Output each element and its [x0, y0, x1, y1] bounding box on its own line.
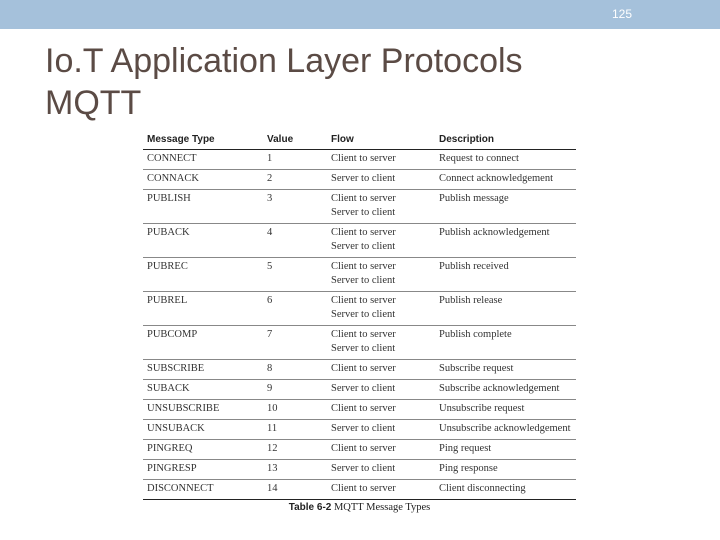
caption-text: MQTT Message Types: [333, 502, 431, 513]
table-row: [143, 258, 576, 292]
cell-value: 5: [259, 258, 327, 292]
flow-line: Server to client: [331, 173, 396, 184]
table-row: [143, 326, 576, 360]
cell-value: 6: [259, 292, 327, 326]
cell-message-type: PINGREQ: [143, 440, 259, 460]
flow-line: Client to server: [331, 483, 396, 494]
flow-line: Client to server: [331, 443, 396, 454]
cell-flow: [327, 420, 435, 440]
cell-description: Publish release: [435, 292, 576, 326]
flow-line: Server to client: [331, 383, 396, 394]
cell-message-type: PUBREC: [143, 258, 259, 292]
cell-message-type: SUBSCRIBE: [143, 360, 259, 380]
table-row: [143, 150, 576, 170]
flow-line: Server to client: [331, 463, 396, 474]
flow-line: Server to client: [331, 207, 396, 218]
flow-line: Client to server: [331, 193, 396, 204]
cell-description: Ping response: [435, 460, 576, 480]
table-row: [143, 292, 576, 326]
flow-line: Client to server: [331, 153, 396, 164]
cell-message-type: PUBACK: [143, 224, 259, 258]
mqtt-table-figure: [143, 129, 576, 513]
table-row: [143, 170, 576, 190]
cell-message-type: CONNACK: [143, 170, 259, 190]
cell-value: 12: [259, 440, 327, 460]
cell-description: Publish acknowledgement: [435, 224, 576, 258]
cell-value: 3: [259, 190, 327, 224]
cell-value: 14: [259, 480, 327, 500]
table-row: [143, 440, 576, 460]
slide-title-line1: Io.T Application Layer Protocols: [45, 42, 523, 80]
cell-message-type: PUBREL: [143, 292, 259, 326]
cell-flow: [327, 170, 435, 190]
cell-message-type: DISCONNECT: [143, 480, 259, 500]
flow-line: Client to server: [331, 295, 396, 306]
cell-value: 7: [259, 326, 327, 360]
cell-message-type: PUBLISH: [143, 190, 259, 224]
flow-line: Client to server: [331, 227, 396, 238]
cell-message-type: CONNECT: [143, 150, 259, 170]
header-value: Value: [259, 129, 327, 150]
cell-description: Request to connect: [435, 150, 576, 170]
cell-message-type: SUBACK: [143, 380, 259, 400]
flow-line: Server to client: [331, 343, 396, 354]
flow-line: Server to client: [331, 423, 396, 434]
cell-flow: [327, 480, 435, 500]
slide-title: [45, 40, 523, 124]
flow-line: Server to client: [331, 275, 396, 286]
cell-description: Client disconnecting: [435, 480, 576, 500]
table-row: [143, 460, 576, 480]
cell-description: Connect acknowledgement: [435, 170, 576, 190]
cell-value: 10: [259, 400, 327, 420]
table-header-row: [143, 129, 576, 150]
table-row: [143, 400, 576, 420]
cell-value: 8: [259, 360, 327, 380]
cell-message-type: PINGRESP: [143, 460, 259, 480]
page-number: 125: [611, 7, 632, 21]
table-row: [143, 360, 576, 380]
cell-message-type: UNSUBACK: [143, 420, 259, 440]
flow-line: Client to server: [331, 261, 396, 272]
cell-flow: [327, 292, 435, 326]
flow-line: Server to client: [331, 241, 396, 252]
table-row: [143, 224, 576, 258]
cell-flow: [327, 224, 435, 258]
header-message-type: Message Type: [143, 129, 259, 150]
cell-flow: [327, 326, 435, 360]
cell-message-type: UNSUBSCRIBE: [143, 400, 259, 420]
cell-message-type: PUBCOMP: [143, 326, 259, 360]
caption-label: Table 6-2: [288, 502, 332, 513]
cell-description: Unsubscribe request: [435, 400, 576, 420]
table-row: [143, 190, 576, 224]
cell-value: 1: [259, 150, 327, 170]
cell-value: 2: [259, 170, 327, 190]
table-row: [143, 480, 576, 500]
header-flow: Flow: [327, 129, 435, 150]
cell-description: Publish message: [435, 190, 576, 224]
table-row: [143, 420, 576, 440]
cell-description: Subscribe acknowledgement: [435, 380, 576, 400]
cell-flow: [327, 258, 435, 292]
cell-description: Publish received: [435, 258, 576, 292]
top-bar: [0, 0, 720, 29]
flow-line: Client to server: [331, 403, 396, 414]
mqtt-message-types-table: [143, 129, 576, 500]
cell-flow: [327, 440, 435, 460]
flow-line: Client to server: [331, 329, 396, 340]
cell-description: Publish complete: [435, 326, 576, 360]
cell-description: Unsubscribe acknowledgement: [435, 420, 576, 440]
flow-line: Server to client: [331, 309, 396, 320]
slide-title-line2: MQTT: [45, 84, 142, 122]
cell-value: 13: [259, 460, 327, 480]
flow-line: Client to server: [331, 363, 396, 374]
cell-flow: [327, 150, 435, 170]
cell-description: Ping request: [435, 440, 576, 460]
cell-value: 4: [259, 224, 327, 258]
cell-value: 9: [259, 380, 327, 400]
table-caption: [143, 502, 576, 513]
table-row: [143, 380, 576, 400]
cell-flow: [327, 400, 435, 420]
header-description: Description: [435, 129, 576, 150]
cell-flow: [327, 380, 435, 400]
cell-flow: [327, 360, 435, 380]
cell-flow: [327, 190, 435, 224]
cell-flow: [327, 460, 435, 480]
table-body: [143, 150, 576, 500]
cell-value: 11: [259, 420, 327, 440]
cell-description: Subscribe request: [435, 360, 576, 380]
